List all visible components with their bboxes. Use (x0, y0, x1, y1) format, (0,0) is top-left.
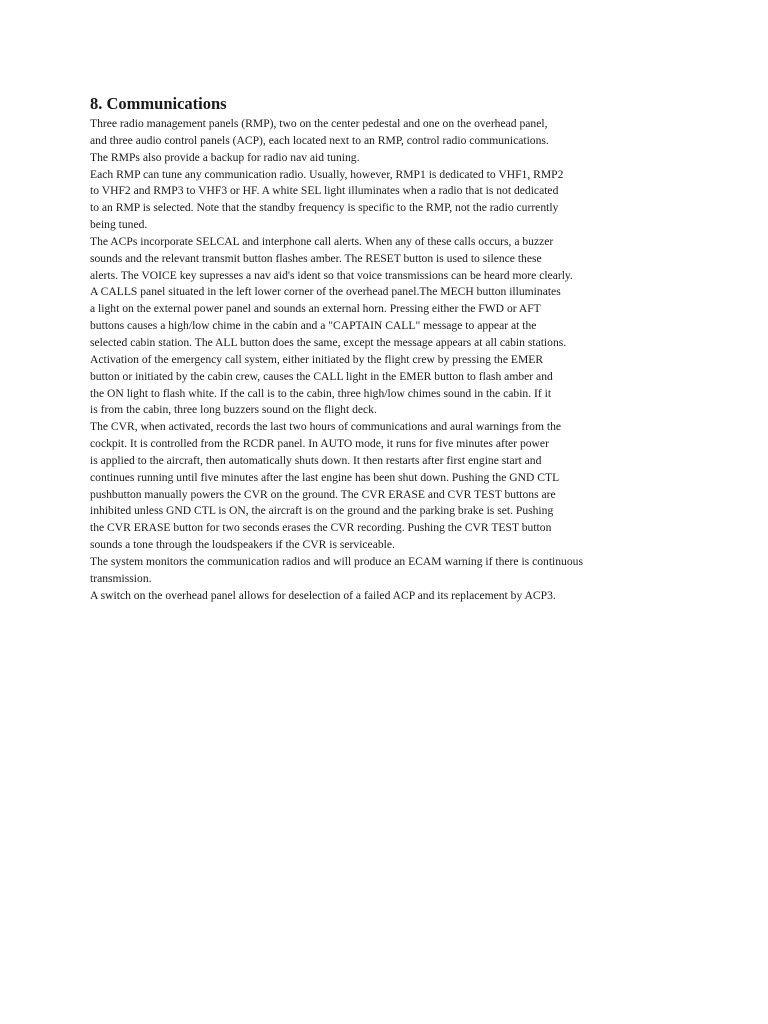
text-line: Three radio management panels (RMP), two on the center pedestal and one on the overhead panel, (90, 117, 548, 130)
text-line: is applied to the aircraft, then automatically shuts down. It then restarts after first engine start and (90, 453, 542, 467)
text-line: continues running until five minutes after the last engine has been shut down. Pushing the GND CTL (90, 470, 560, 484)
text-line: to VHF2 and RMP3 to VHF3 or HF. A white SEL light illuminates when a radio that is not dedicated (90, 184, 559, 198)
text-line: pushbutton manually powers the CVR on the ground. The CVR ERASE and CVR TEST buttons are (90, 487, 556, 501)
text-line: Each RMP can tune any communication radio. Usually, however, RMP1 is dedicated to VHF1, RMP2 (90, 167, 564, 181)
text-line: is from the cabin, three long buzzers sound on the flight deck. (90, 403, 377, 417)
text-line: cockpit. It is controlled from the RCDR panel. In AUTO mode, it runs for five minutes after power (90, 437, 549, 451)
text-line: transmission. (90, 571, 152, 585)
text-line: A switch on the overhead panel allows for deselection of a failed ACP and its replacement by ACP3. (90, 588, 556, 602)
text-line: the ON light to flash white. If the call is to the cabin, three high/low chimes sound in the cabin. If it (90, 386, 552, 400)
document-body (90, 93, 730, 604)
text-line: The RMPs also provide a backup for radio nav aid tuning. (90, 150, 360, 164)
text-line: The CVR, when activated, records the last two hours of communications and aural warnings from the (90, 420, 562, 434)
text-line: Activation of the emergency call system, either initiated by the flight crew by pressing the EMER (90, 352, 544, 366)
text-line: inhibited unless GND CTL is ON, the aircraft is on the ground and the parking brake is set. Pushing (90, 504, 554, 518)
text-line: button or initiated by the cabin crew, causes the CALL light in the EMER button to flash amber and (90, 369, 553, 383)
text-line: The ACPs incorporate SELCAL and interphone call alerts. When any of these calls occurs, a buzzer (90, 234, 554, 248)
text-line: being tuned. (90, 218, 148, 232)
text-line: selected cabin station. The ALL button does the same, except the message appears at all cabin stations. (90, 335, 567, 349)
text-line: A CALLS panel situated in the left lower corner of the overhead panel.The MECH button illuminates (90, 285, 561, 299)
text-line: sounds a tone through the loudspeakers if the CVR is serviceable. (90, 538, 395, 552)
text-line: the CVR ERASE button for two seconds erases the CVR recording. Pushing the CVR TEST button (90, 521, 552, 535)
text-line: sounds and the relevant transmit button flashes amber. The RESET button is used to silence these (90, 251, 542, 265)
text-line: a light on the external power panel and sounds an external horn. Pressing either the FWD or AFT (90, 302, 541, 316)
section-heading: 8. Communications (90, 94, 227, 113)
text-line: buttons causes a high/low chime in the cabin and a "CAPTAIN CALL" message to appear at the (90, 319, 537, 333)
text-line: The system monitors the communication radios and will produce an ECAM warning if there is continuous (90, 554, 583, 568)
text-line: alerts. The VOICE key supresses a nav aid's ident so that voice transmissions can be heard more clearly. (90, 268, 573, 282)
text-line: to an RMP is selected. Note that the standby frequency is specific to the RMP, not the radio currently (90, 201, 559, 215)
text-line: and three audio control panels (ACP), each located next to an RMP, control radio communications. (90, 133, 549, 147)
